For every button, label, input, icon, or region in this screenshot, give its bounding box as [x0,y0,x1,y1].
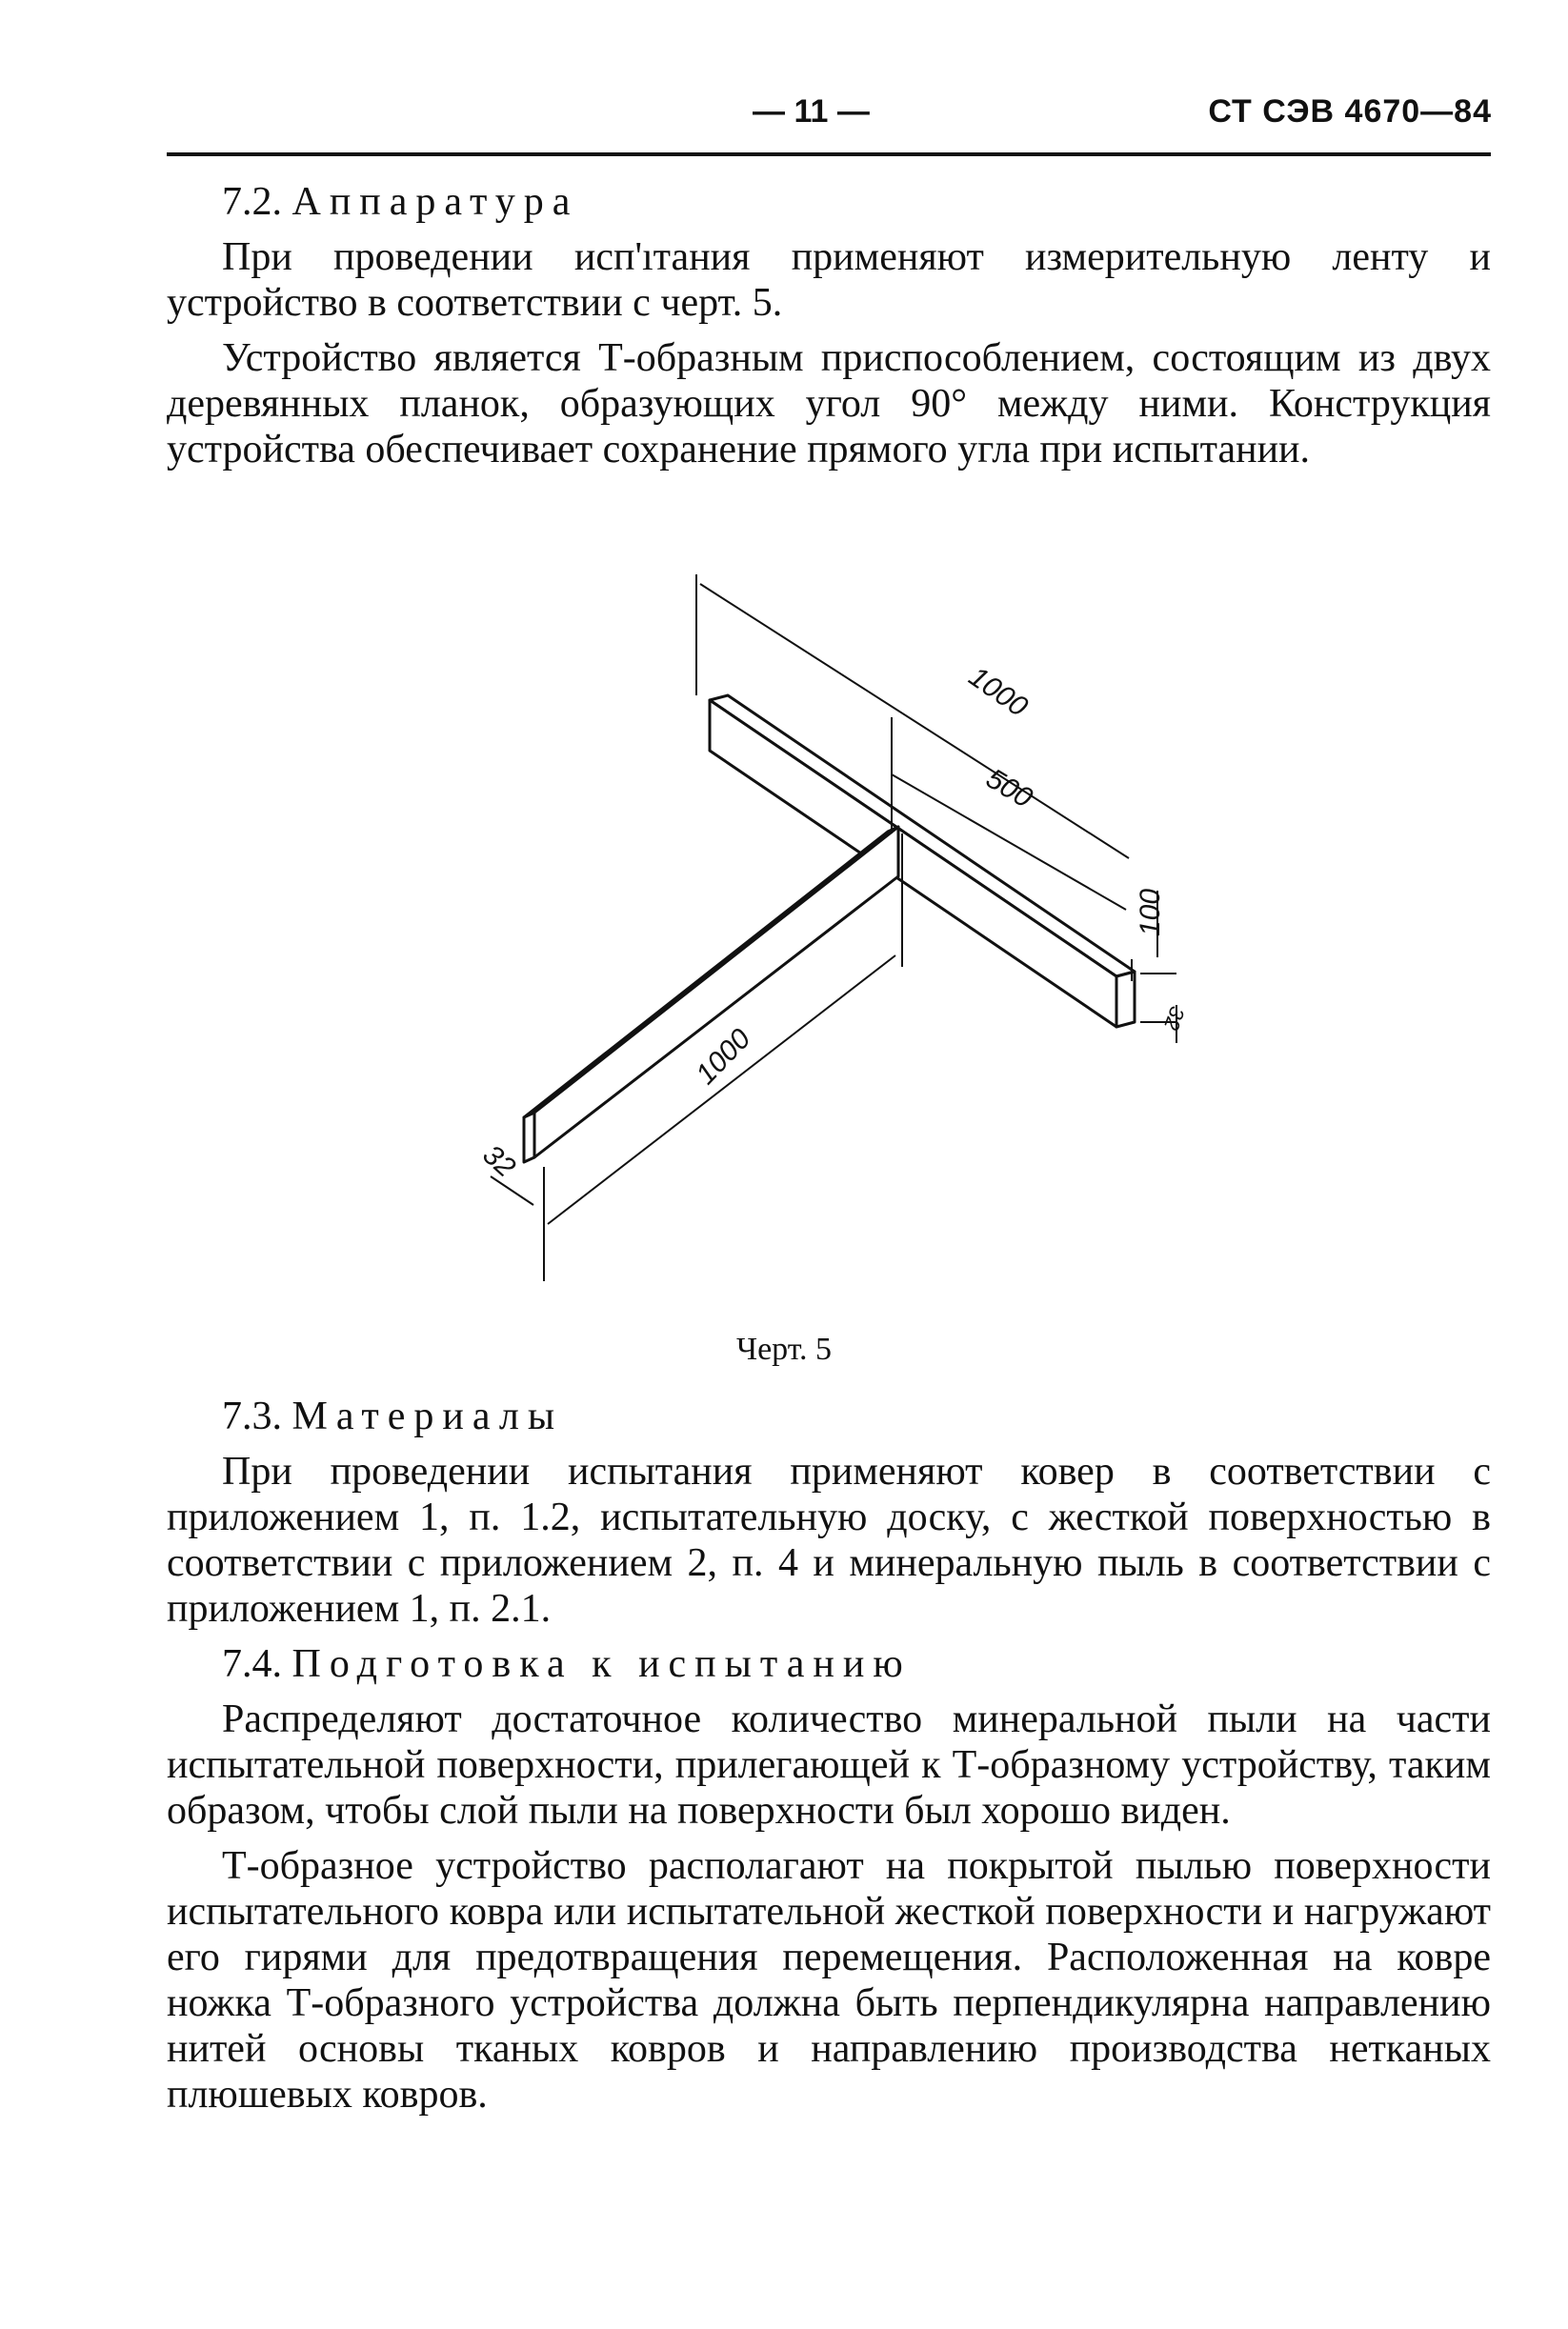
paragraph: Устройство является Т-образным приспособлением, состоящим из двух деревянных планок, образующих угол 90° между ними. Конструкция устройства обеспечивает сохранение прямого угла при испытании. [167,336,1491,472]
section-number: 7.3. [222,1395,282,1438]
section-7-2 [167,179,1491,482]
figure-caption: Черт. 5 [735,1332,833,1367]
dimension-height: 100 [1135,888,1166,936]
section-7-3-and-7-4 [167,1394,1491,2127]
paragraph: При проведении исп'ıтания применяют измерительную ленту и устройство в соответствии с черт. 5. [167,235,1491,325]
paragraph: При проведении испытания применяют ковер в соответствии с приложением 1, п. 1.2, испытательную доску, с жесткой поверхностью в соответствии с приложением 2, п. 4 и минеральную пыль в соответствии с приложением 1, п. 2.1. [167,1450,1491,1631]
section-title: Подготовка к испытанию [291,1642,912,1686]
header-rule [167,152,1491,156]
page-number: — 11 — [753,93,870,130]
dimension-top-length: 1000 [962,660,1034,724]
leg-plank [524,827,898,1162]
crossbar-plank [710,695,1135,1027]
section-heading [167,1641,1491,1687]
dimension-thickness-leg: 32 [476,1138,522,1184]
section-heading [167,1394,1491,1439]
dimension-leg-length: 1000 [690,1022,757,1091]
paragraph: Распределяют достаточное количество минеральной пыли на части испытательной поверхности, прилегающей к Т-образному устройству, таким образом, чтобы слой пыли на поверхности был хорошо виден. [167,1697,1491,1833]
t-device-drawing [433,557,1196,1300]
document-code: СТ СЭВ 4670—84 [1208,93,1492,130]
section-title: Аппаратура [291,180,579,224]
dimension-top-half: 500 [980,762,1038,814]
section-number: 7.2. [222,180,282,224]
dimension-thickness-top: 32 [1158,1003,1190,1034]
page-header [0,93,1568,141]
section-number: 7.4. [222,1642,282,1686]
paragraph: Т-образное устройство располагают на покрытой пылью поверхности испытательного ковра или испытательной жесткой поверхности и нагружают его гирями для предотвращения перемещения. Расположенная на ковре ножка Т-образного устройства должна быть перпендикулярна направлению нитей основы тканых ковров и направлению производства нетканых плюшевых ковров. [167,1844,1491,2117]
section-title: Материалы [291,1395,564,1438]
section-heading [167,179,1491,225]
